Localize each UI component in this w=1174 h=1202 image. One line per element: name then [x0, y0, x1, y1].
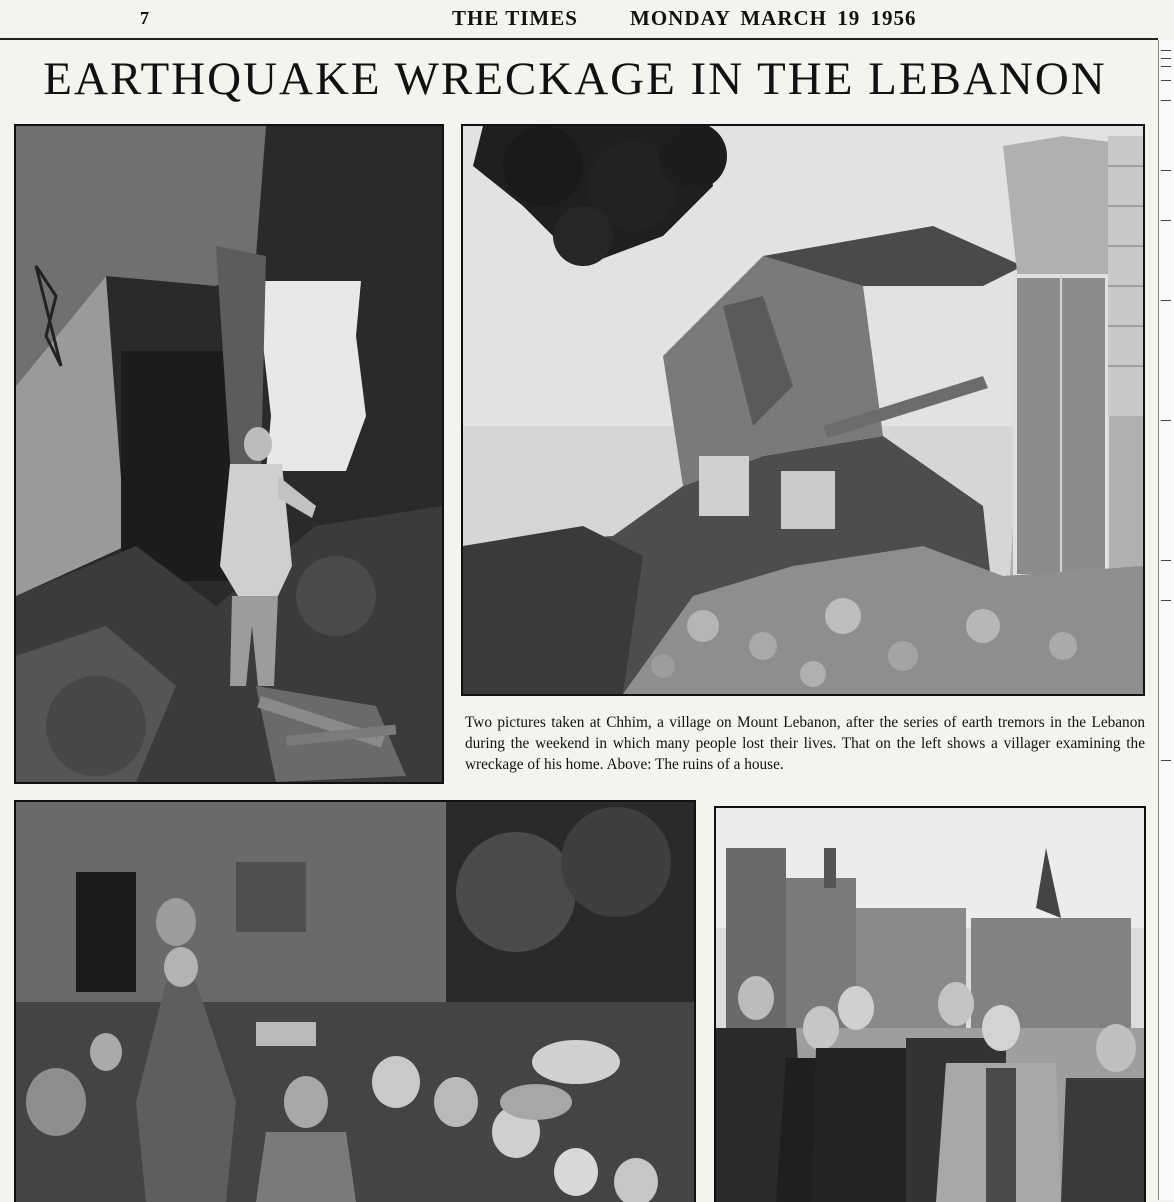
- headline: EARTHQUAKE WRECKAGE IN THE LEBANON: [43, 53, 1107, 105]
- photo-ruins-of-house: [461, 124, 1145, 696]
- page-number: 7: [140, 8, 150, 28]
- photo-villagers-image: [16, 802, 694, 1202]
- photo-men-castle-image: [716, 808, 1144, 1202]
- photo-caption: Two pictures taken at Chhim, a village on Mount Lebanon, after the series of earth tremors in the Lebanon during the weekend in which many people lost their lives. That on the left shows a villager examining the wreckage of his home. Above: The ruins of a house.: [465, 714, 1145, 773]
- page-edge: [1158, 40, 1174, 1200]
- newspaper-title: THE TIMES: [452, 6, 578, 30]
- photo-men-before-castle: [714, 806, 1146, 1202]
- masthead-rule: [0, 38, 1158, 40]
- masthead: [0, 6, 1174, 34]
- photo-villager-image: [16, 126, 442, 782]
- photo-villager-in-ruins: [14, 124, 444, 784]
- issue-date: MONDAY MARCH 19 1956: [630, 6, 917, 30]
- photo-villagers-group: [14, 800, 696, 1202]
- photo-ruins-image: [463, 126, 1143, 694]
